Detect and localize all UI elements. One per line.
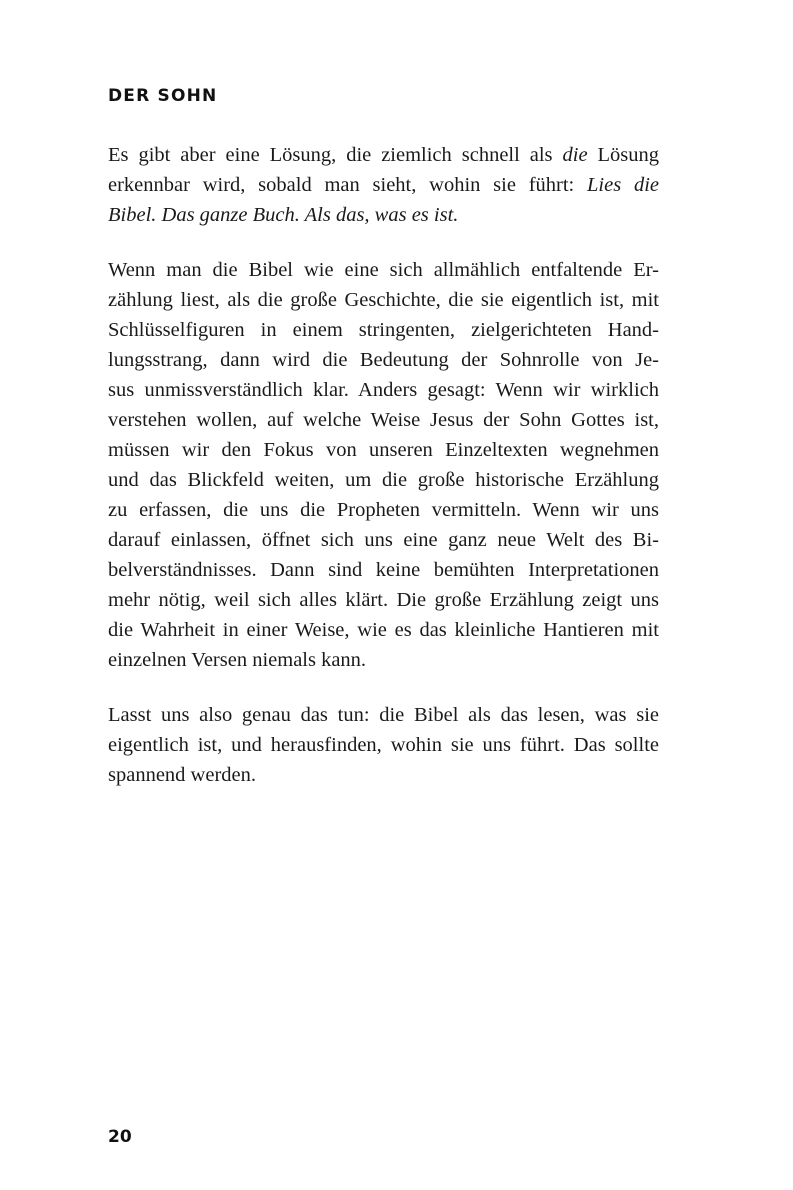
text-line: [108, 170, 659, 200]
text-run: und das Blickfeld weiten, um die große historische Erzählung: [108, 469, 659, 491]
text-run: müssen wir den Fokus von unseren Einzeltexten wegnehmen: [108, 439, 659, 461]
text-line: [108, 200, 659, 230]
text-line: [108, 700, 659, 730]
text-line: [108, 645, 659, 675]
text-line: [108, 615, 659, 645]
text-line: [108, 525, 659, 555]
text-run: mehr nötig, weil sich alles klärt. Die große Erzählung zeigt uns: [108, 589, 659, 611]
text-line: [108, 465, 659, 495]
text-run: belverständnisses. Dann sind keine bemühten Interpretationen: [108, 559, 659, 581]
text-line: [108, 285, 659, 315]
text-run: darauf einlassen, öffnet sich uns eine ganz neue Welt des Bi-: [108, 529, 659, 551]
text-run: Lösung: [587, 144, 660, 166]
text-line: [108, 405, 659, 435]
text-run: verstehen wollen, auf welche Weise Jesus der Sohn Gottes ist,: [108, 409, 659, 431]
text-line: [108, 585, 659, 615]
text-line: [108, 495, 659, 525]
italic-text: Lies die: [587, 174, 659, 196]
text-run: Schlüsselfiguren in einem stringenten, zielgerichteten Hand-: [108, 319, 659, 341]
text-line: [108, 140, 659, 170]
text-run: zählung liest, als die große Geschichte, die sie eigentlich ist, mit: [108, 289, 659, 311]
text-run: erkennbar wird, sobald man sieht, wohin sie führt:: [108, 174, 588, 196]
text-line: [108, 435, 659, 465]
italic-text: die: [562, 144, 588, 166]
text-run: zu erfassen, die uns die Propheten vermitteln. Wenn wir uns: [108, 499, 659, 521]
text-line: [108, 345, 659, 375]
page-number: 20: [108, 1127, 132, 1147]
running-head: DER SOHN: [108, 86, 218, 106]
text-run: Wenn man die Bibel wie eine sich allmählich entfaltende Er-: [108, 259, 659, 281]
text-run: lungsstrang, dann wird die Bedeutung der Sohnrolle von Je-: [108, 349, 659, 371]
text-run: einzelnen Versen niemals kann.: [108, 649, 367, 671]
text-run: spannend werden.: [108, 764, 257, 786]
text-run: sus unmissverständlich klar. Anders gesagt: Wenn wir wirklich: [108, 379, 659, 401]
text-run: die Wahrheit in einer Weise, wie es das kleinliche Hantieren mit: [108, 619, 659, 641]
text-line: [108, 760, 659, 790]
text-line: [108, 555, 659, 585]
text-run: Lasst uns also genau das tun: die Bibel als das lesen, was sie: [108, 704, 659, 726]
text-line: [108, 255, 659, 285]
text-run: eigentlich ist, und herausfinden, wohin sie uns führt. Das sollte: [108, 734, 659, 756]
text-run: Es gibt aber eine Lösung, die ziemlich schnell als: [108, 144, 563, 166]
text-line: [108, 375, 659, 405]
text-line: [108, 730, 659, 760]
italic-text: Bibel. Das ganze Buch. Als das, was es ist.: [108, 204, 459, 226]
text-line: [108, 315, 659, 345]
